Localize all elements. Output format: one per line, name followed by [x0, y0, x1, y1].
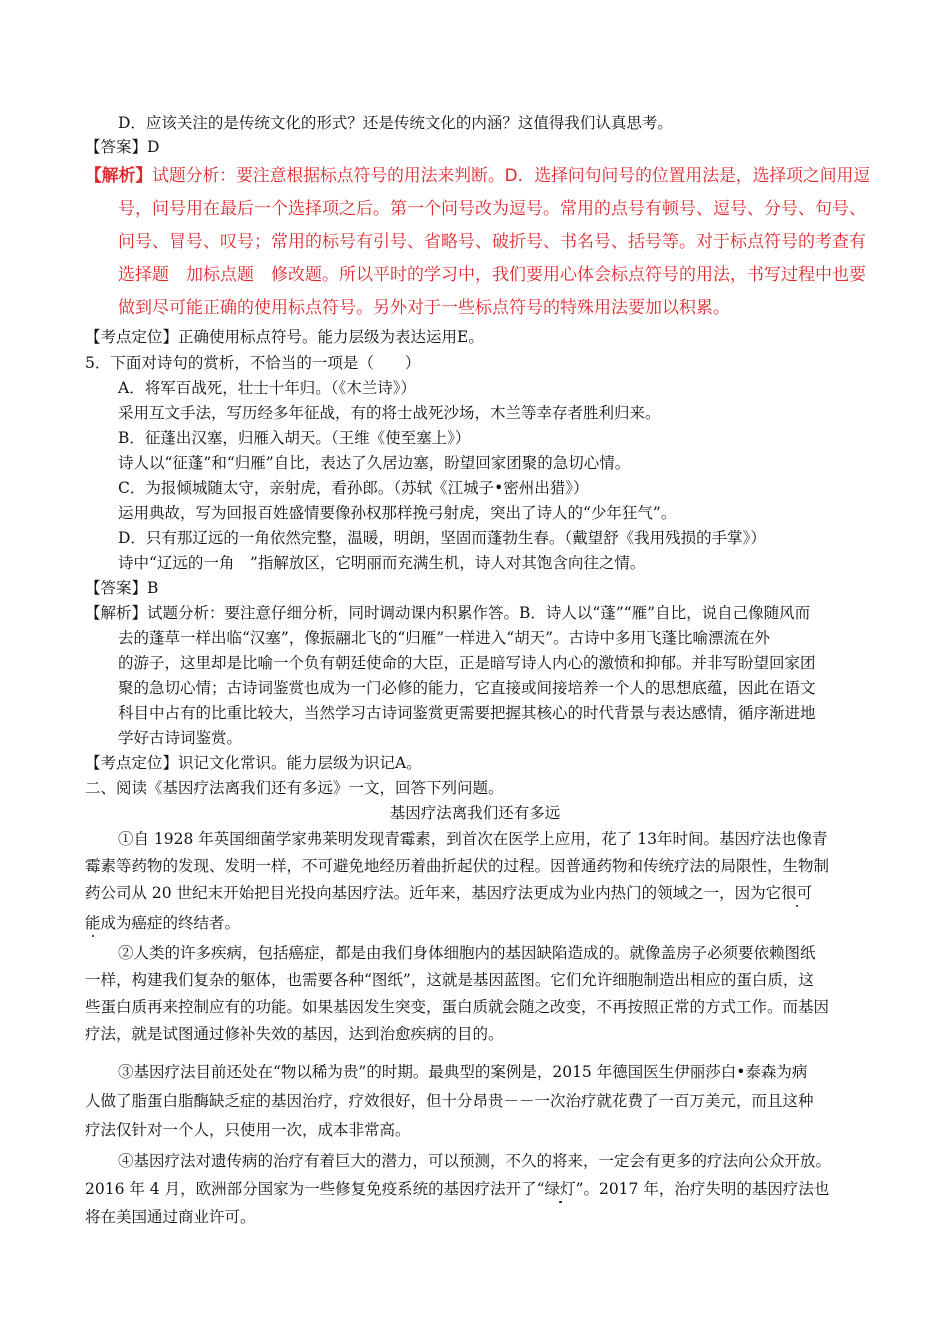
p4-line-1: ④基因疗法对遗传病的治疗有着巨大的潜力，可以预测，不久的将来，一定会有更多的疗法向公众开放。 [118, 1152, 832, 1170]
q4-analysis-line-2: 号，问号用在最后一个选择项之后。第一个问号改为逗号。常用的点号有顿号、逗号、分号、句号、 [118, 199, 866, 219]
q4-option-d: D．应该关注的是传统文化的形式？还是传统文化的内涵？这值得我们认真思考。 [118, 114, 673, 132]
p3-line-2: 人做了脂蛋白脂酶缺乏症的基因治疗，疗效很好，但十分昂贵－－一次治疗就花费了一百万美元，而且这种 [85, 1092, 814, 1110]
p2-line-4: 疗法，就是试图通过修补失效的基因，达到治愈疾病的目的。 [85, 1025, 504, 1043]
p1-line-4 [85, 912, 240, 934]
q5-option-b-note: 诗人以“征蓬”和“归雁”自比，表达了久居边塞，盼望回家团聚的急切心情。 [118, 454, 631, 472]
section2-intro: 二、阅读《基因疗法离我们还有多远》一文，回答下列问题。 [85, 779, 504, 797]
q5-analysis-line-4: 聚的急切心情；古诗词鉴赏也成为一门必修的能力，它直接或间接培养一个人的思想底蕴，因此在语文 [118, 679, 816, 697]
q4-analysis-text: 试题分析：要注意根据标点符号的用法来判断。D．选择问句问号的位置用法是，选择项之间用逗 [152, 166, 871, 186]
p2-line-2: 一样，构建我们复杂的躯体，也需要各种“图纸”，这就是基因蓝图。它们允许细胞制造出相应的蛋白质，这 [85, 971, 814, 989]
p1-line-2: 霉素等药物的发现、发明一样，不可避免地经历着曲折起伏的过程。因普通药物和传统疗法的局限性，生物制 [85, 857, 830, 875]
analysis-prefix: 【解析】 [85, 166, 153, 186]
q4-kaodian: 【考点定位】正确使用标点符号。能力层级为表达运用E。 [85, 328, 484, 346]
p4-line-2-tail: ”。2017 年，治疗失明的基因疗法也 [575, 1180, 830, 1198]
q4-analysis-line-3: 问号、冒号、叹号；常用的标号有引号、省略号、破折号、书名号、括号等。对于标点符号的考查有 [118, 232, 866, 252]
emphasized-text: 能 [85, 914, 101, 932]
p2-line-3: 些蛋白质再来控制应有的功能。如果基因发生突变，蛋白质就会随之改变，不再按照正常的方式工作。而基因 [85, 998, 830, 1016]
p4-line-3: 将在美国通过商业许可。 [85, 1208, 256, 1226]
q5-option-c-note: 运用典故，写为回报百姓盛情要像孙权那样挽弓射虎，突出了诗人的“少年狂气”。 [118, 504, 677, 522]
p3-line-3: 疗法仅针对一个人，只使用一次，成本非常高。 [85, 1121, 411, 1139]
q5-answer: 【答案】B [85, 579, 159, 597]
q5-option-b: B．征蓬出汉塞，归雁入胡天。（王维《使至塞上》） [118, 429, 471, 447]
q4-analysis-line-5: 做到尽可能正确的使用标点符号。另外对于一些标点符号的特殊用法要加以积累。 [118, 298, 730, 318]
q5-option-a-note: 采用互文手法，写历经多年征战，有的将士战死沙场，木兰等幸存者胜利归来。 [118, 404, 661, 422]
p1-line-1: ①自 1928 年英国细菌学家弗莱明发现青霉素，到首次在医学上应用，花了 13年时间。基因疗法也像青 [118, 830, 828, 848]
q4-analysis-line-1 [85, 163, 870, 189]
p3-line-1: ③基因疗法目前还处在“物以稀为贵”的时期。最典型的案例是，2015 年德国医生伊丽莎白•泰森为病 [118, 1063, 808, 1081]
p2-line-1: ②人类的许多疾病，包括癌症，都是由我们身体细胞内的基因缺陷造成的。就像盖房子必须要依赖图纸 [118, 944, 816, 962]
q5-option-a: A．将军百战死，壮士十年归。（《木兰诗》） [118, 379, 416, 397]
q5-stem: 5．下面对诗句的赏析，不恰当的一项是（ ） [85, 354, 421, 372]
q5-option-d: D．只有那辽远的一角依然完整，温暖，明朗，坚固而蓬勃生春。（戴望舒《我用残损的手掌》） [118, 529, 766, 547]
p1-line-3 [85, 882, 812, 904]
emphasized-text: 绿灯 [544, 1180, 576, 1198]
q4-analysis-line-4: 选择题 加标点题 修改题。所以平时的学习中，我们要用心体会标点符号的用法，书写过程中也要 [118, 265, 866, 285]
p1-line-4-text: 成为癌症的终结者。 [100, 914, 241, 932]
q5-analysis-line-5: 科目中占有的比重比较大，当然学习古诗词鉴赏更需要把握其核心的时代背景与表达感情，循序渐进地 [118, 704, 816, 722]
q5-kaodian: 【考点定位】识记文化常识。能力层级为识记A。 [85, 754, 422, 772]
q5-option-d-note: 诗中“辽远的一角 ”指解放区，它明丽而充满生机，诗人对其饱含向往之情。 [118, 554, 646, 572]
q5-analysis-line-2: 去的蓬草一样出临“汉塞”，像振翮北飞的“归雁”一样进入“胡天”。古诗中多用飞蓬比喻漂流在外 [118, 629, 771, 647]
emphasized-text: 很可 [781, 884, 813, 902]
p4-line-2 [85, 1178, 829, 1200]
q4-answer: 【答案】D [85, 138, 160, 156]
q5-analysis-line-6: 学好古诗词鉴赏。 [118, 729, 243, 747]
p1-line-3-text: 药公司从 20 世纪末开始把目光投向基因疗法。近年来，基因疗法更成为业内热门的领域之一，因为它 [85, 884, 782, 902]
q5-option-c: C．为报倾城随太守，亲射虎，看孙郎。（苏轼《江城子•密州出猎》） [118, 479, 589, 497]
q5-analysis-line-1: 【解析】试题分析：要注意仔细分析，同时调动课内积累作答。B．诗人以“蓬”“雁”自比，说自己像随风而 [85, 604, 811, 622]
q5-analysis-line-3: 的游子，这里却是比喻一个负有朝廷使命的大臣，正是暗写诗人内心的激愤和抑郁。并非写盼望回家团 [118, 654, 816, 672]
article-title: 基因疗法离我们还有多远 [389, 804, 561, 822]
p4-line-2-text: 2016 年 4 月，欧洲部分国家为一些修复免疫系统的基因疗法开了“ [85, 1180, 545, 1198]
